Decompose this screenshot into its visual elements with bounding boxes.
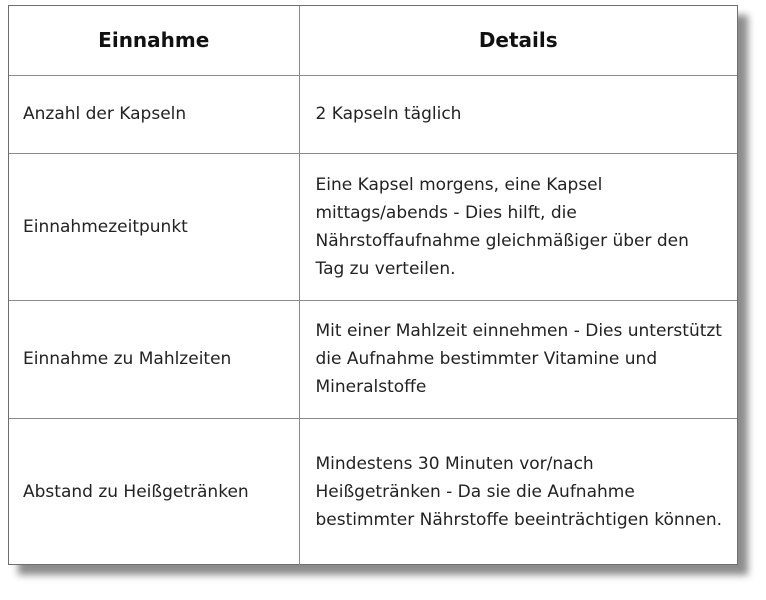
table-row	[9, 300, 737, 418]
header-einnahme: Einnahme	[9, 6, 299, 75]
intake-table	[9, 6, 737, 565]
row-detail-intake-time: Eine Kapsel morgens, eine Kapsel mittags/abends - Dies hilft, die Nährstoffaufnahme gleichmäßiger über den Tag zu verteilen.	[299, 153, 737, 300]
row-detail-hot-drinks-gap: Mindestens 30 Minuten vor/nach Heißgetränken - Da sie die Aufnahme bestimmter Nährstoffe beeinträchtigen können.	[299, 418, 737, 565]
table-row	[9, 75, 737, 153]
row-label-capsule-count: Anzahl der Kapseln	[9, 75, 299, 153]
row-detail-with-meals: Mit einer Mahlzeit einnehmen - Dies unterstützt die Aufnahme bestimmter Vitamine und Mineralstoffe	[299, 300, 737, 418]
header-details: Details	[299, 6, 737, 75]
intake-table-card	[8, 5, 738, 565]
row-detail-capsule-count: 2 Kapseln täglich	[299, 75, 737, 153]
table-header-row	[9, 6, 737, 75]
row-label-intake-time: Einnahmezeitpunkt	[9, 153, 299, 300]
row-label-hot-drinks-gap: Abstand zu Heißgetränken	[9, 418, 299, 565]
row-label-with-meals: Einnahme zu Mahlzeiten	[9, 300, 299, 418]
table-row	[9, 418, 737, 565]
table-row	[9, 153, 737, 300]
